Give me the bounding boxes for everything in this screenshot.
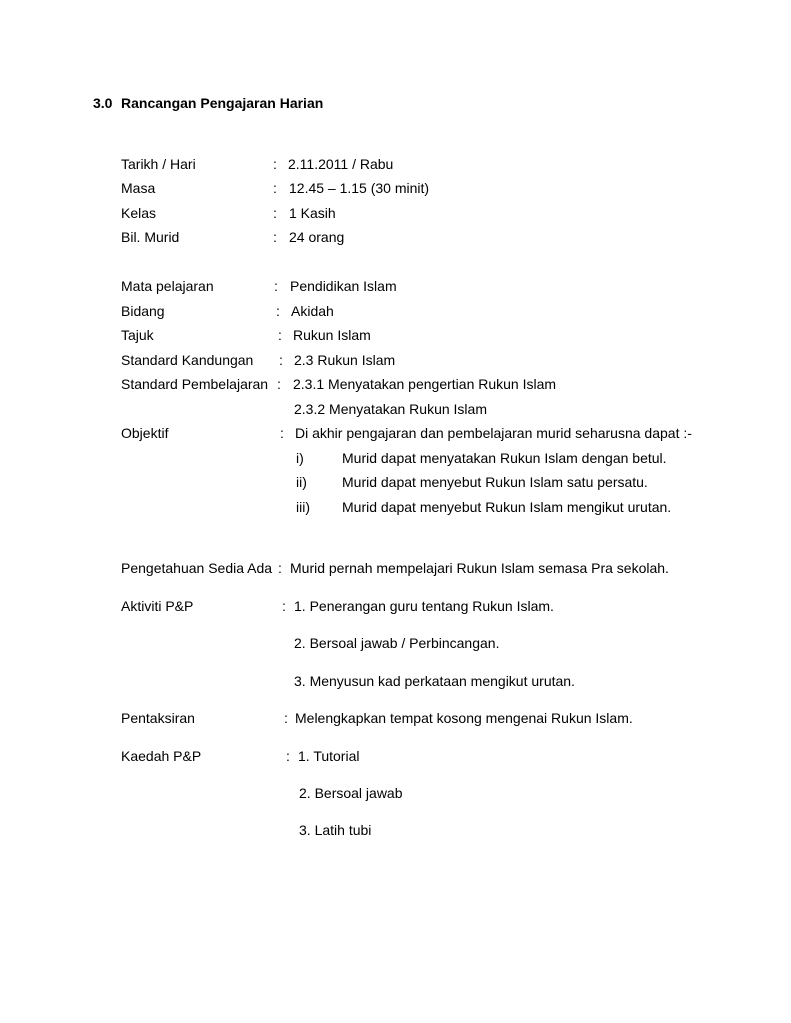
value-bil-murid: 24 orang xyxy=(289,229,345,245)
sep-aktiviti: : xyxy=(282,598,286,614)
label-bil-murid: Bil. Murid xyxy=(121,229,180,245)
sep-kelas: : xyxy=(273,205,277,221)
label-pengetahuan: Pengetahuan Sedia Ada xyxy=(121,560,273,576)
sep-tajuk: : xyxy=(278,327,282,343)
sep-pentaksiran: : xyxy=(284,710,288,726)
sep-objektif: : xyxy=(280,425,284,441)
value-masa: 12.45 – 1.15 (30 minit) xyxy=(289,180,430,196)
sep-pengetahuan: : xyxy=(278,560,282,576)
sep-mata-pelajaran: : xyxy=(274,278,278,294)
section-title: Rancangan Pengajaran Harian xyxy=(121,95,324,111)
objektif-text-2: Murid dapat menyebut Rukun Islam satu persatu. xyxy=(342,474,648,490)
objektif-text-3: Murid dapat menyebut Rukun Islam mengikut urutan. xyxy=(342,499,672,515)
label-mata-pelajaran: Mata pelajaran xyxy=(121,278,214,294)
kaedah-item-2: 2. Bersoal jawab xyxy=(299,785,403,801)
value-pengetahuan: Murid pernah mempelajari Rukun Islam semasa Pra sekolah. xyxy=(290,560,669,576)
objektif-intro: Di akhir pengajaran dan pembelajaran murid seharusna dapat :- xyxy=(295,425,692,441)
label-kaedah: Kaedah P&P xyxy=(121,748,202,764)
aktiviti-item-3: 3. Menyusun kad perkataan mengikut urutan. xyxy=(294,673,575,689)
sep-masa: : xyxy=(273,180,277,196)
sep-standard-pembelajaran: : xyxy=(277,376,281,392)
objektif-num-2: ii) xyxy=(296,474,307,490)
value-mata-pelajaran: Pendidikan Islam xyxy=(290,278,397,294)
objektif-num-1: i) xyxy=(296,450,304,466)
label-kelas: Kelas xyxy=(121,205,157,221)
sep-kaedah: : xyxy=(286,748,290,764)
value-bidang: Akidah xyxy=(291,303,334,319)
value-kelas: 1 Kasih xyxy=(289,205,336,221)
label-pentaksiran: Pentaksiran xyxy=(121,710,195,726)
label-tarikh: Tarikh / Hari xyxy=(121,156,196,172)
aktiviti-item-1: 1. Penerangan guru tentang Rukun Islam. xyxy=(294,598,554,614)
label-tajuk: Tajuk xyxy=(121,327,154,343)
value-standard-kandungan: 2.3 Rukun Islam xyxy=(294,352,396,368)
value-tarikh: 2.11.2011 / Rabu xyxy=(288,156,394,172)
aktiviti-item-2: 2. Bersoal jawab / Perbincangan. xyxy=(294,635,500,651)
sep-tarikh: : xyxy=(273,156,277,172)
sep-bidang: : xyxy=(276,303,280,319)
sep-bil-murid: : xyxy=(273,229,277,245)
label-masa: Masa xyxy=(121,180,156,196)
label-bidang: Bidang xyxy=(121,303,165,319)
label-standard-kandungan: Standard Kandungan xyxy=(121,352,254,368)
value-pentaksiran: Melengkapkan tempat kosong mengenai Rukun Islam. xyxy=(295,710,633,726)
label-standard-pembelajaran: Standard Pembelajaran xyxy=(121,376,269,392)
objektif-text-1: Murid dapat menyatakan Rukun Islam dengan betul. xyxy=(342,450,667,466)
label-objektif: Objektif xyxy=(121,425,169,441)
kaedah-item-1: 1. Tutorial xyxy=(298,748,360,764)
value-tajuk: Rukun Islam xyxy=(293,327,371,343)
value-standard-pembelajaran-2: 2.3.2 Menyatakan Rukun Islam xyxy=(294,401,487,417)
label-aktiviti: Aktiviti P&P xyxy=(121,598,194,614)
value-standard-pembelajaran: 2.3.1 Menyatakan pengertian Rukun Islam xyxy=(293,376,557,392)
objektif-num-3: iii) xyxy=(296,499,310,515)
sep-standard-kandungan: : xyxy=(279,352,283,368)
section-number: 3.0 xyxy=(93,95,113,111)
kaedah-item-3: 3. Latih tubi xyxy=(299,822,372,838)
